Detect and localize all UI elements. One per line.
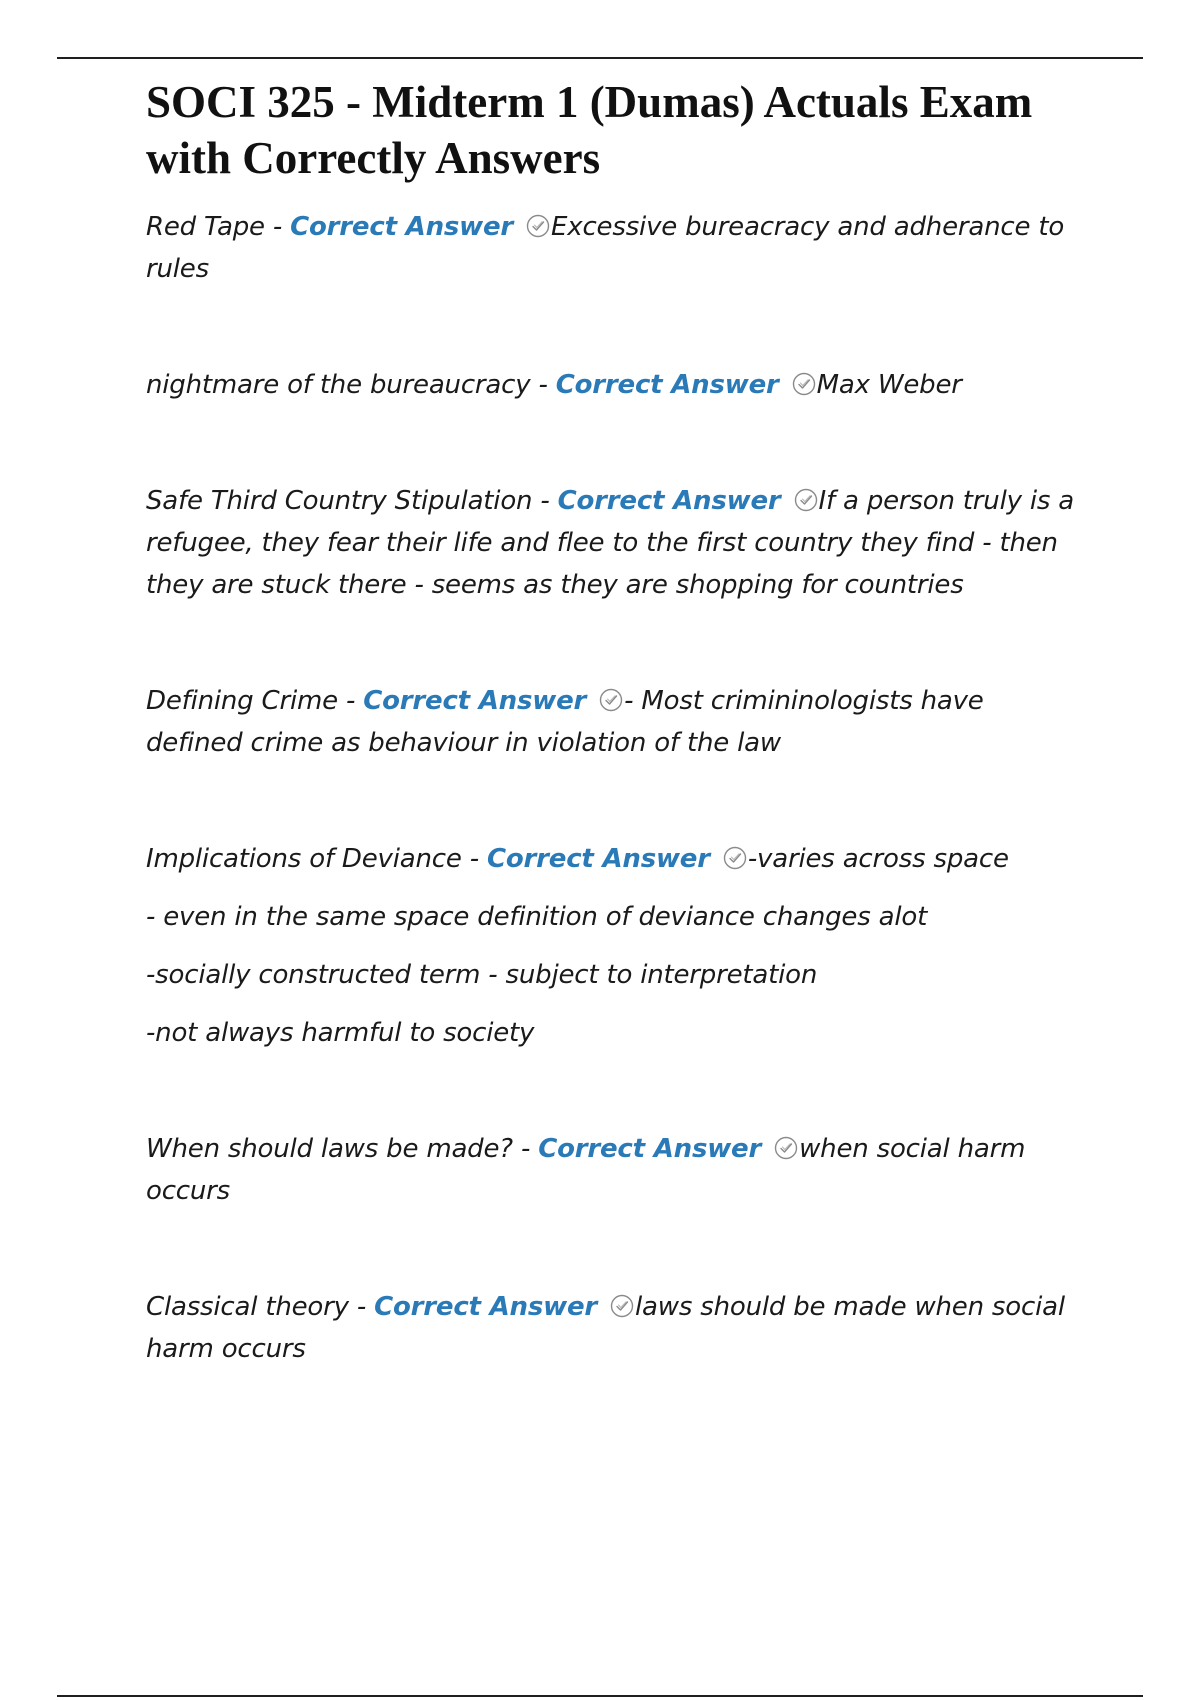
correct-answer-label: Correct Answer — [557, 486, 781, 516]
qa-item: nightmare of the bureaucracy - Correct Answer Max Weber — [146, 370, 962, 400]
check-circle-icon — [598, 687, 624, 713]
document-title: SOCI 325 - Midterm 1 (Dumas) Actuals Exam with Correctly Answers — [146, 77, 1033, 183]
document-body — [146, 74, 1086, 1370]
qa-item: Implications of Deviance - Correct Answer -varies across space — [146, 844, 1009, 874]
top-rule — [57, 57, 1143, 59]
answer-text: - Most crimininologists have defined crime as behaviour in violation of the law — [146, 686, 984, 758]
answer-continuation: -socially constructed term - subject to interpretation — [146, 960, 818, 990]
bottom-rule — [57, 1695, 1143, 1697]
check-circle-icon — [773, 1135, 799, 1161]
answer-continuation: -not always harmful to society — [146, 1018, 535, 1048]
check-circle-icon — [793, 487, 819, 513]
check-circle-icon — [722, 845, 748, 871]
correct-answer-label: Correct Answer — [363, 686, 587, 716]
answer-text: If a person truly is a refugee, they fear their life and flee to the first country they find - then they are stuck there - seems as they are shopping for countries — [146, 486, 1075, 600]
qa-item: Defining Crime - Correct Answer - Most crimininologists have defined crime as behaviour in violation of the law — [146, 686, 984, 758]
answer-text: Max Weber — [816, 370, 962, 400]
question-term: Classical theory — [146, 1292, 349, 1322]
answer-text: laws should be made when social harm occurs — [146, 1292, 1065, 1364]
qa-item: Red Tape - Correct Answer Excessive bureacracy and adherance to rules — [146, 212, 1065, 284]
correct-answer-label: Correct Answer — [486, 844, 710, 874]
question-term: Safe Third Country Stipulation — [146, 486, 533, 516]
qa-item: When should laws be made? - Correct Answer when social harm occurs — [146, 1134, 1026, 1206]
question-term: Defining Crime — [146, 686, 338, 716]
qa-list — [146, 206, 1086, 1370]
answer-text: when social harm occurs — [146, 1134, 1026, 1206]
question-term: Implications of Deviance — [146, 844, 462, 874]
correct-answer-label: Correct Answer — [374, 1292, 598, 1322]
qa-item: Safe Third Country Stipulation - Correct Answer If a person truly is a refugee, they fear their life and flee to the first country they find - then they are stuck there - seems as they are shopping for countries — [146, 486, 1075, 600]
qa-item: Classical theory - Correct Answer laws should be made when social harm occurs — [146, 1292, 1065, 1364]
check-circle-icon — [525, 213, 551, 239]
question-term: nightmare of the bureaucracy — [146, 370, 531, 400]
check-circle-icon — [609, 1293, 635, 1319]
check-circle-icon — [791, 371, 817, 397]
correct-answer-label: Correct Answer — [290, 212, 514, 242]
question-term: Red Tape — [146, 212, 265, 242]
answer-text: -varies across space — [747, 844, 1009, 874]
answer-text: Excessive bureacracy and adherance to rules — [146, 212, 1065, 284]
correct-answer-label: Correct Answer — [538, 1134, 762, 1164]
question-term: When should laws be made? — [146, 1134, 513, 1164]
answer-continuation: - even in the same space definition of deviance changes alot — [146, 902, 928, 932]
correct-answer-label: Correct Answer — [555, 370, 779, 400]
